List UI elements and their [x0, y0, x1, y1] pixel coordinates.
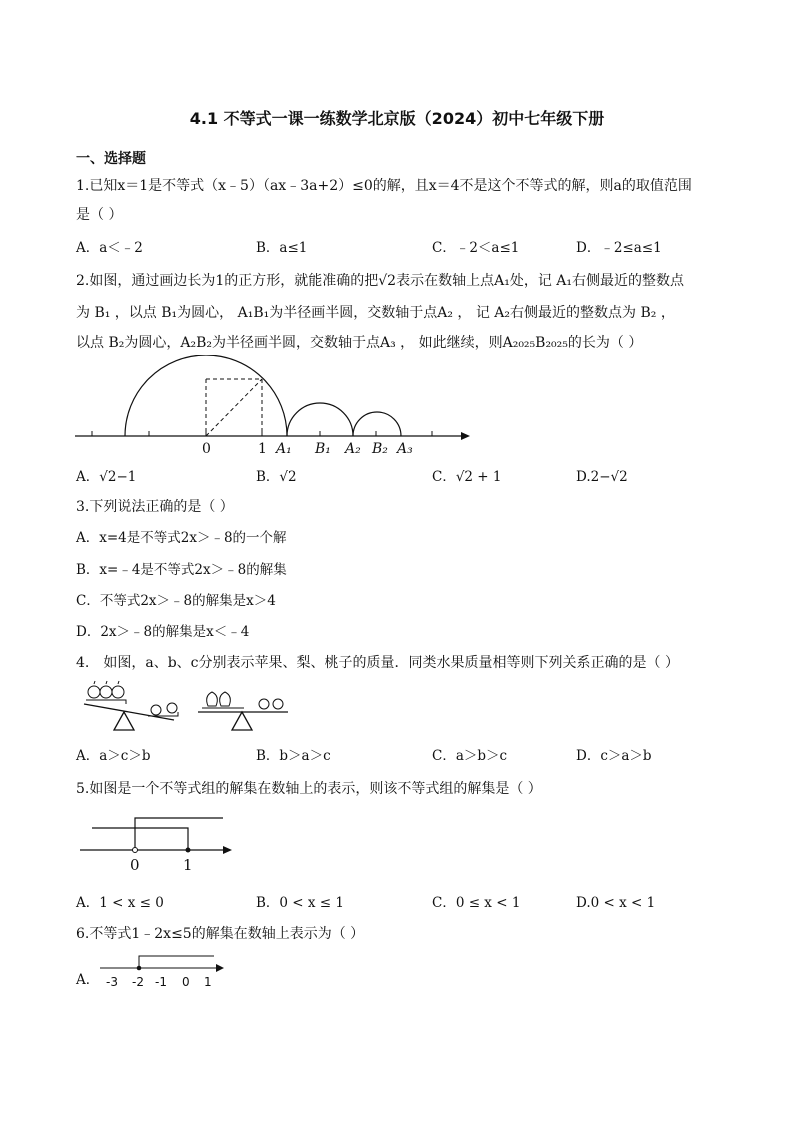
q5-axis-label-1: 1 — [183, 856, 193, 874]
q6-label-neg3: -3 — [106, 975, 118, 989]
fruit-balance-figure — [78, 678, 308, 738]
q5-option-c[interactable]: C．0 ≤ x < 1 — [432, 895, 521, 911]
q2-option-d[interactable]: D.2−√2 — [576, 469, 628, 485]
q3-option-a[interactable]: A．x=4是不等式2x＞﹣8的一个解 — [76, 530, 287, 546]
q3-option-d[interactable]: D．2x＞﹣8的解集是x＜﹣4 — [76, 624, 250, 640]
semicircle-number-line-figure — [70, 355, 480, 465]
q6-label-neg1: -1 — [155, 975, 167, 989]
axis-label-b2: B₂ — [372, 441, 388, 457]
q4-option-c[interactable]: C．a＞b＞c — [432, 748, 508, 764]
q2-option-b[interactable]: B．√2 — [256, 469, 297, 485]
pear-icons — [207, 692, 231, 706]
q5-option-a[interactable]: A．1 < x ≤ 0 — [76, 895, 164, 911]
page-title: 4.1 不等式一课一练数学北京版（2024）初中七年级下册 — [189, 109, 605, 128]
q1-option-d[interactable]: D．﹣2≤a≤1 — [576, 240, 662, 256]
left-pan-apples — [86, 700, 126, 704]
q5-open-point — [133, 848, 138, 853]
q6-label-neg2: -2 — [132, 975, 144, 989]
q6-label-1: 1 — [204, 975, 212, 989]
semicircle-small — [353, 412, 401, 436]
q5-stem: 5.如图是一个不等式组的解集在数轴上的表示，则该不等式组的解集是（ ） — [76, 781, 542, 797]
axis-label-0: 0 — [202, 441, 211, 457]
unit-square — [206, 379, 262, 436]
q6-solution-ray — [139, 956, 214, 968]
q2-option-c[interactable]: C．√2 + 1 — [432, 469, 502, 485]
axis-label-1: 1 — [258, 441, 267, 457]
q3-option-b[interactable]: B．x=﹣4是不等式2x＞﹣8的解集 — [76, 562, 287, 578]
q4-option-a[interactable]: A．a＞c＞b — [76, 748, 151, 764]
axis-label-a3: A₃ — [397, 441, 413, 457]
q6-axis-arrow-icon — [216, 964, 224, 972]
q5-axis-label-0: 0 — [130, 856, 140, 874]
q1-option-c[interactable]: C．﹣2＜a≤1 — [432, 240, 520, 256]
q5-option-b[interactable]: B．0 < x ≤ 1 — [256, 895, 345, 911]
apple-icons — [88, 681, 124, 698]
left-fulcrum-triangle — [114, 712, 134, 730]
q1-option-a[interactable]: A．a＜﹣2 — [76, 240, 143, 256]
right-fulcrum-triangle — [232, 712, 252, 730]
q3-option-c[interactable]: C．不等式2x＞﹣8的解集是x＞4 — [76, 593, 276, 609]
q1-stem-line1: 1.已知x＝1是不等式（x﹣5）（ax﹣3a+2）≤0的解，且x＝4不是这个不等式的解，则a的取值范围 — [76, 178, 692, 194]
q4-option-b[interactable]: B．b＞a＞c — [256, 748, 331, 764]
q6-closed-point — [137, 966, 142, 971]
q2-stem-line3: 以点 B₂为圆心，A₂B₂为半径画半圆，交数轴于点A₃ ， 如此继续，则A₂₀₂₅B₂₀₂₅的长为（ ） — [76, 335, 643, 351]
q6-option-a-number-line — [98, 952, 228, 990]
right-peach-icons — [259, 699, 283, 709]
q5-option-d[interactable]: D.0 < x < 1 — [576, 895, 656, 911]
q3-stem: 3.下列说法正确的是（ ） — [76, 499, 234, 515]
q6-label-0: 0 — [182, 975, 190, 989]
q1-option-b[interactable]: B．a≤1 — [256, 240, 308, 256]
q5-axis-arrow-icon — [223, 846, 232, 854]
axis-label-a2: A₂ — [345, 441, 361, 457]
q2-stem-line2: 为 B₁ ，以点 B₁为圆心， A₁B₁为半径画半圆，交数轴于点A₂ ， 记 A₂右侧最近的整数点为 B₂ ， — [76, 305, 675, 321]
q6-option-a[interactable]: A． — [76, 972, 100, 988]
q6-stem: 6.不等式1﹣2x≤5的解集在数轴上表示为（ ） — [76, 926, 365, 942]
axis-label-a1: A₁ — [276, 441, 292, 457]
q5-range-line-lower — [135, 818, 223, 850]
q5-range-line-upper — [92, 828, 188, 850]
q5-closed-point — [186, 848, 191, 853]
axis-arrow-icon — [461, 432, 470, 440]
q2-option-a[interactable]: A．√2−1 — [76, 469, 137, 485]
inequality-system-figure — [78, 808, 238, 878]
axis-label-b1: B₁ — [315, 441, 331, 457]
section-heading: 一、选择题 — [76, 151, 146, 167]
q1-stem-line2: 是（ ） — [76, 207, 123, 223]
q4-stem: 4. 如图，a、b、c分别表示苹果、梨、桃子的质量．同类水果质量相等则下列关系正确的是（ ） — [76, 655, 679, 671]
q2-stem-line1: 2.如图，通过画边长为1的正方形，就能准确的把√2表示在数轴上点A₁处，记 A₁右侧最近的整数点 — [76, 273, 684, 289]
q4-option-d[interactable]: D．c＞a＞b — [576, 748, 652, 764]
peach-icons — [151, 703, 177, 715]
